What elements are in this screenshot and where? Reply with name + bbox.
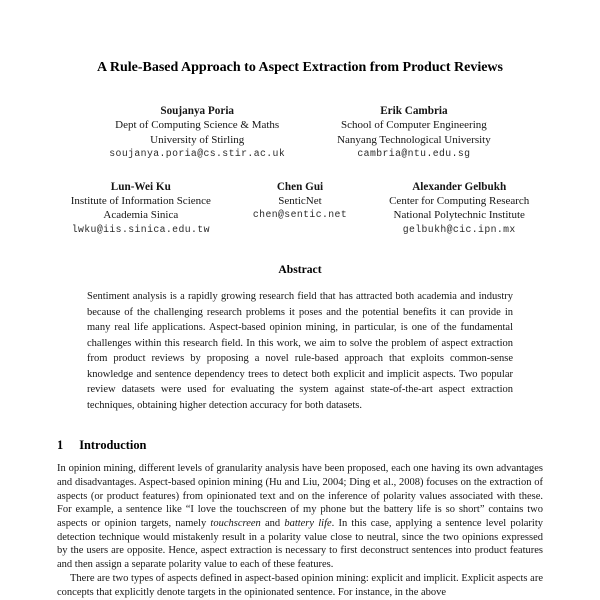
- author-block-cambria: [337, 104, 491, 162]
- introduction-paragraph-2: There are two types of aspects defined in aspect-based opinion mining: explicit and implicit. Explicit aspects are concepts that explicitly denote targets in the opinionated sentence. For instance, in the above: [57, 572, 543, 598]
- paragraph-text: In opinion mining, different levels of granularity analysis have been proposed, each one having its own advantages and disadvantages. Aspect-based opinion mining (Hu and Liu, 2004; Ding et al., 2008) focuses on the extraction of aspects (or product features) from opinionated text and on the inference of polarity values associated with these. For example, a sentence like “I love the touchscreen of my phone but the battery life is so short” contains two aspects or opinion targets, namely: [57, 463, 543, 530]
- authors-row-1: [0, 104, 600, 162]
- abstract-text: Sentiment analysis is a rapidly growing research field that has attracted both academia and industry because of the challenging research problems it poses and the potential benefits it can provide in many real life applications. Aspect-based opinion mining, in particular, is one of the fundamental challenges within this research field. In this work, we aim to solve the problem of aspect extraction from product reviews by proposing a novel rule-based approach that exploits common-sense knowledge and sentence dependency trees to detect both explicit and implicit aspects. Two popular review datasets were used for evaluating the system against state-of-the-art aspect extraction techniques, obtaining higher detection accuracy for both datasets.: [87, 291, 513, 411]
- author-name: Chen Gui: [276, 180, 324, 193]
- author-name: Alexander Gelbukh: [412, 180, 507, 193]
- section-title: Introduction: [79, 438, 147, 453]
- author-block-poria: [109, 104, 285, 162]
- introduction-paragraph-1: [57, 462, 543, 572]
- author-affiliation: Dept of Computing Science & Maths: [115, 119, 280, 132]
- author-email: chen@sentic.net: [252, 209, 348, 221]
- author-affiliation: University of Stirling: [150, 133, 245, 146]
- abstract-heading: Abstract: [278, 263, 322, 277]
- author-block-ku: [71, 180, 211, 238]
- author-email: soujanya.poria@cs.stir.ac.uk: [109, 148, 286, 160]
- author-block-gelbukh: [389, 180, 529, 238]
- author-affiliation: National Polytechnic Institute: [393, 209, 525, 222]
- author-email: gelbukh@cic.ipn.mx: [402, 223, 516, 235]
- author-affiliation: Institute of Information Science: [70, 195, 211, 208]
- author-affiliation: SenticNet: [278, 195, 322, 208]
- author-block-gui: [253, 180, 347, 223]
- author-email: lwku@iis.sinica.edu.tw: [71, 223, 210, 235]
- section-number: 1: [57, 438, 64, 453]
- author-name: Lun-Wei Ku: [110, 180, 171, 193]
- author-affiliation: Center for Computing Research: [389, 195, 530, 208]
- paper-title: A Rule-Based Approach to Aspect Extraction from Product Reviews: [97, 60, 503, 75]
- paragraph-text: . In this case, applying a sentence level polarity detection technique would mistakenly result in a polarity value close to neutral, since the two opinions expressed by the users are opposite. Hence, aspect extraction is necessary to first deconstruct sentences into product features and then assign a separate polarity value to each of these features.: [57, 518, 543, 571]
- author-name: Soujanya Poria: [160, 105, 235, 117]
- author-affiliation: Nanyang Technological University: [337, 133, 491, 146]
- authors-row-2: [0, 180, 600, 238]
- author-email: cambria@ntu.edu.sg: [357, 148, 471, 160]
- author-affiliation: School of Computer Engineering: [341, 119, 487, 132]
- section-heading-introduction: [57, 438, 543, 453]
- author-name: Erik Cambria: [380, 105, 448, 117]
- paragraph-text: and: [260, 518, 285, 530]
- author-affiliation: Academia Sinica: [103, 209, 179, 222]
- italic-term-battery-life: battery life: [284, 518, 332, 530]
- italic-term-touchscreen: touchscreen: [210, 518, 261, 530]
